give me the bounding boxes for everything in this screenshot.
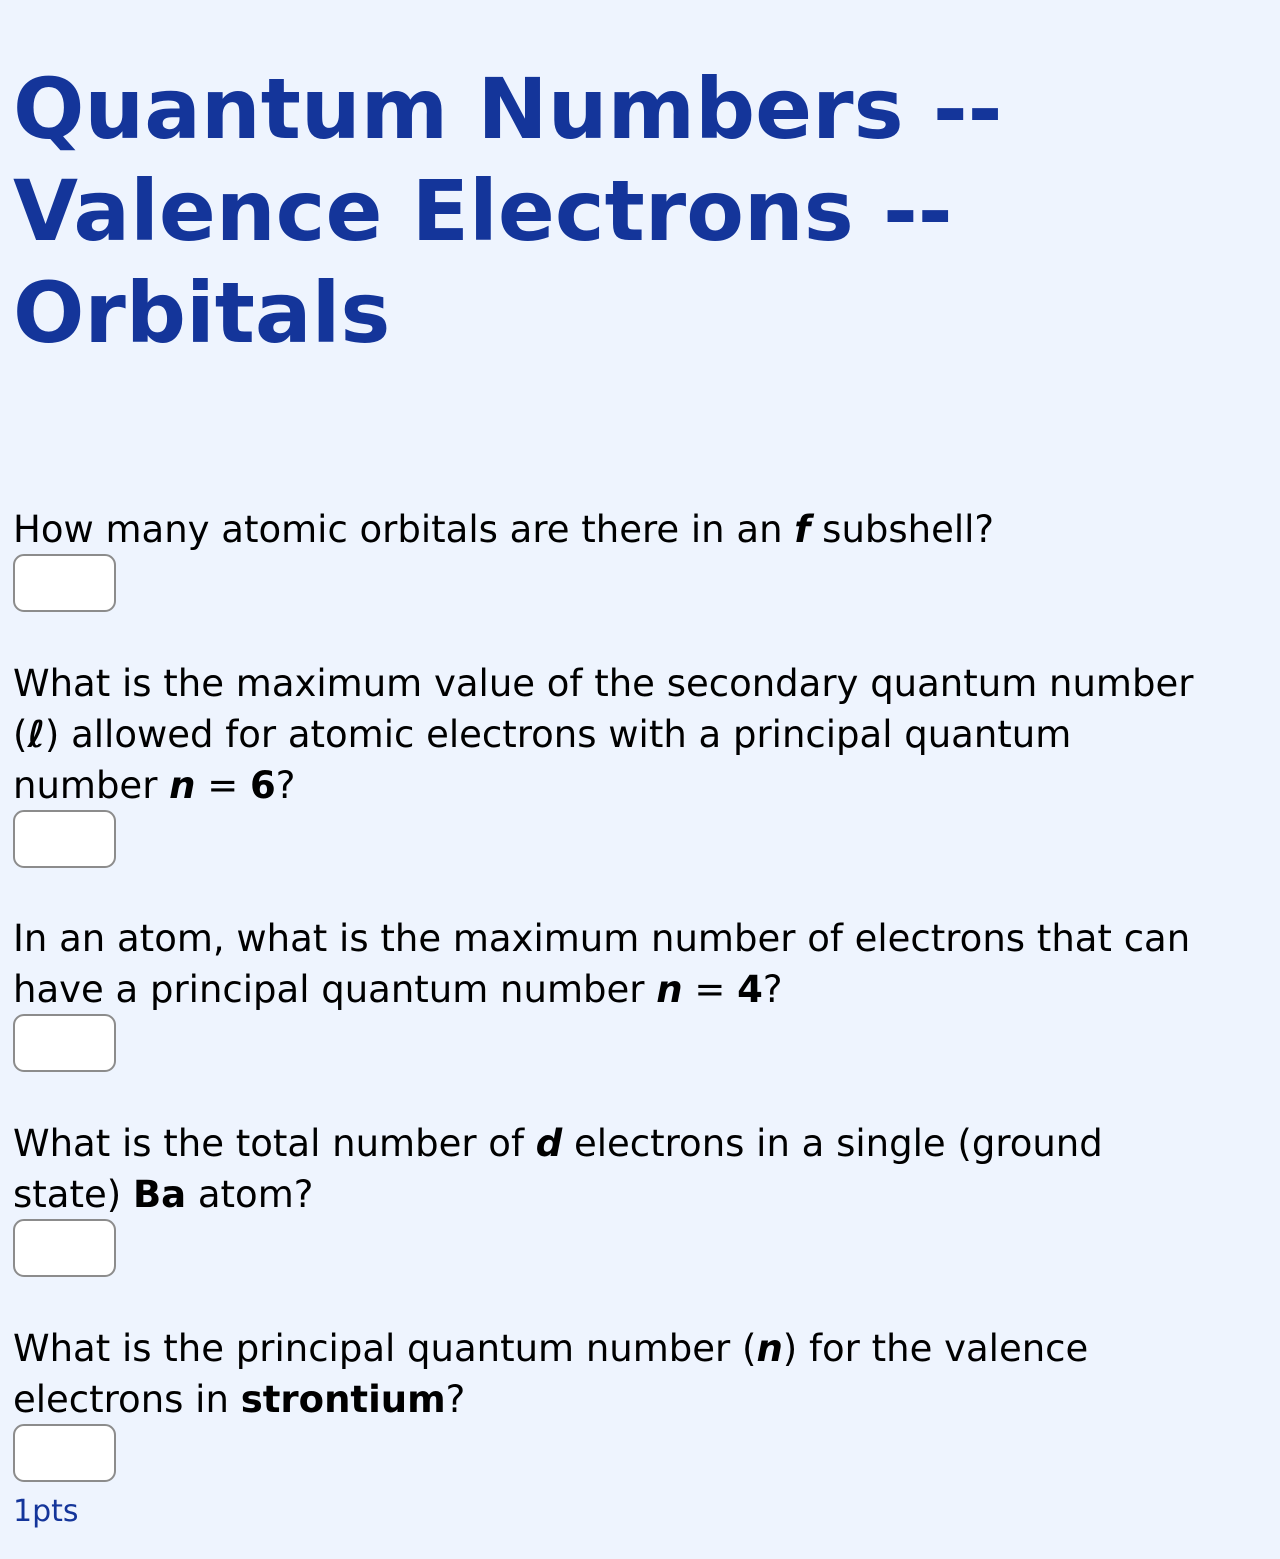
answer-input-1[interactable] [13, 554, 116, 612]
page-title-line-1: Quantum Numbers -- [13, 60, 1003, 158]
question-3 [13, 913, 1273, 1015]
question-5 [13, 1323, 1273, 1425]
emphasis-text: 6 [250, 764, 276, 807]
question-text-line: electrons in strontium? [13, 1378, 466, 1421]
question-text-line: state) Ba atom? [13, 1173, 314, 1216]
question-text-line: (ℓ) allowed for atomic electrons with a principal quantum [13, 713, 1072, 756]
points-label: 1pts [13, 1494, 79, 1529]
emphasis-text: ℓ [27, 713, 45, 756]
answer-input-4[interactable] [13, 1219, 116, 1277]
question-text-line: What is the total number of d electrons in a single (ground [13, 1122, 1103, 1165]
emphasis-symbol: f [794, 508, 811, 551]
emphasis-symbol: n [756, 1327, 783, 1370]
question-text-line: have a principal quantum number n = 4? [13, 968, 783, 1011]
question-4 [13, 1118, 1273, 1220]
question-text-line: What is the maximum value of the secondary quantum number [13, 662, 1194, 705]
question-text-line: How many atomic orbitals are there in an f subshell? [13, 508, 995, 551]
question-text-line: In an atom, what is the maximum number of electrons that can [13, 917, 1191, 960]
emphasis-text: 4 [737, 968, 763, 1011]
emphasis-symbol: n [169, 764, 196, 807]
page-title-line-3: Orbitals [13, 264, 391, 362]
answer-input-3[interactable] [13, 1014, 116, 1072]
question-1 [13, 504, 1273, 555]
emphasis-text: Ba [132, 1173, 187, 1216]
emphasis-symbol: n [656, 968, 683, 1011]
question-text-line: number n = 6? [13, 764, 296, 807]
page-title-line-2: Valence Electrons -- [13, 162, 953, 260]
answer-input-2[interactable] [13, 810, 116, 868]
answer-input-5[interactable] [13, 1424, 116, 1482]
emphasis-symbol: d [535, 1122, 563, 1165]
question-2 [13, 658, 1273, 811]
page-title [13, 58, 1003, 364]
emphasis-text: strontium [240, 1378, 446, 1421]
question-text-line: What is the principal quantum number (n) for the valence [13, 1327, 1089, 1370]
